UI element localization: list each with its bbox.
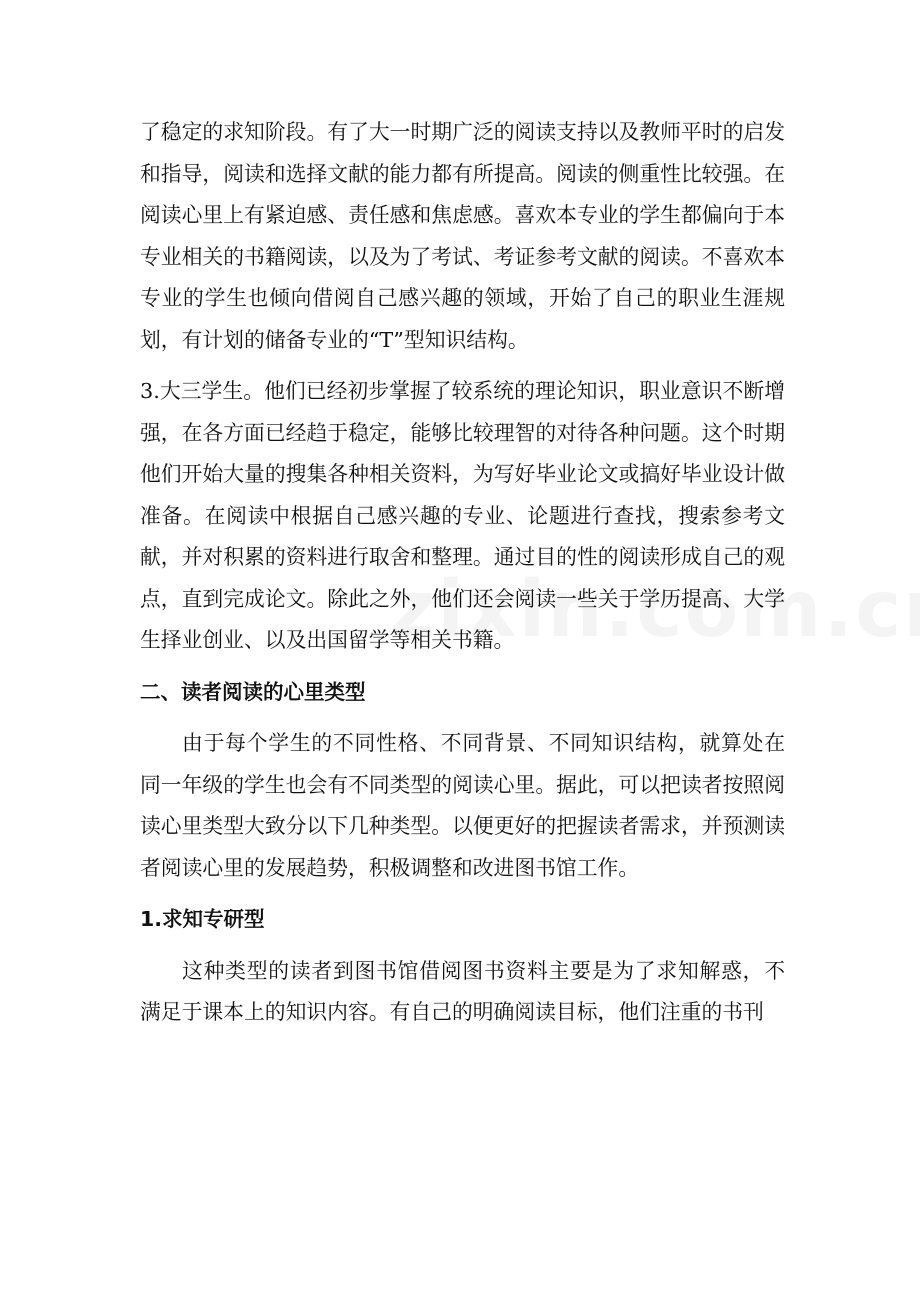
paragraph-4: 这种类型的读者到图书馆借阅图书资料主要是为了求知解惑，不满足于课本上的知识内容。有自己的明确阅读目标，他们注重的书刊 [140,958,785,1024]
paragraph-2: 3.大三学生。他们已经初步掌握了较系统的理论知识，职业意识不断增强，在各方面已经趋于稳定，能够比较理智的对待各种问题。这个时期他们开始大量的搜集各种相关资料，为写好毕业论文或搞好毕业设计做准备。在阅读中根据自己感兴趣的专业、论题进行查找，搜索参考文献，并对积累的资料进行取舍和整理。通过目的性的阅读形成自己的观点，直到完成论文。除此之外，他们还会阅读一些关于学历提高、大学生择业创业、以及出国留学等相关书籍。 [140,379,785,652]
document-body [140,112,785,1044]
section-heading: 二、读者阅读的心里类型 [140,679,366,704]
subsection-heading: 1.求知专研型 [140,907,265,931]
paragraph-1: 了稳定的求知阶段。有了大一时期广泛的阅读支持以及教师平时的启发和指导，阅读和选择文献的能力都有所提高。阅读的侧重性比较强。在阅读心里上有紧迫感、责任感和焦虑感。喜欢本专业的学生都偏向于本专业相关的书籍阅读，以及为了考试、考证参考文献的阅读。不喜欢本专业的学生也倾向借阅自己感兴趣的领域，开始了自己的职业生涯规划，有计划的储备专业的“T”型知识结构。 [140,120,785,352]
paragraph-3: 由于每个学生的不同性格、不同背景、不同知识结构，就算处在同一年级的学生也会有不同类型的阅读心里。据此，可以把读者按照阅读心里类型大致分以下几种类型。以便更好的把握读者需求，并预测读者阅读心里的发展趋势，积极调整和改进图书馆工作。 [140,731,785,880]
